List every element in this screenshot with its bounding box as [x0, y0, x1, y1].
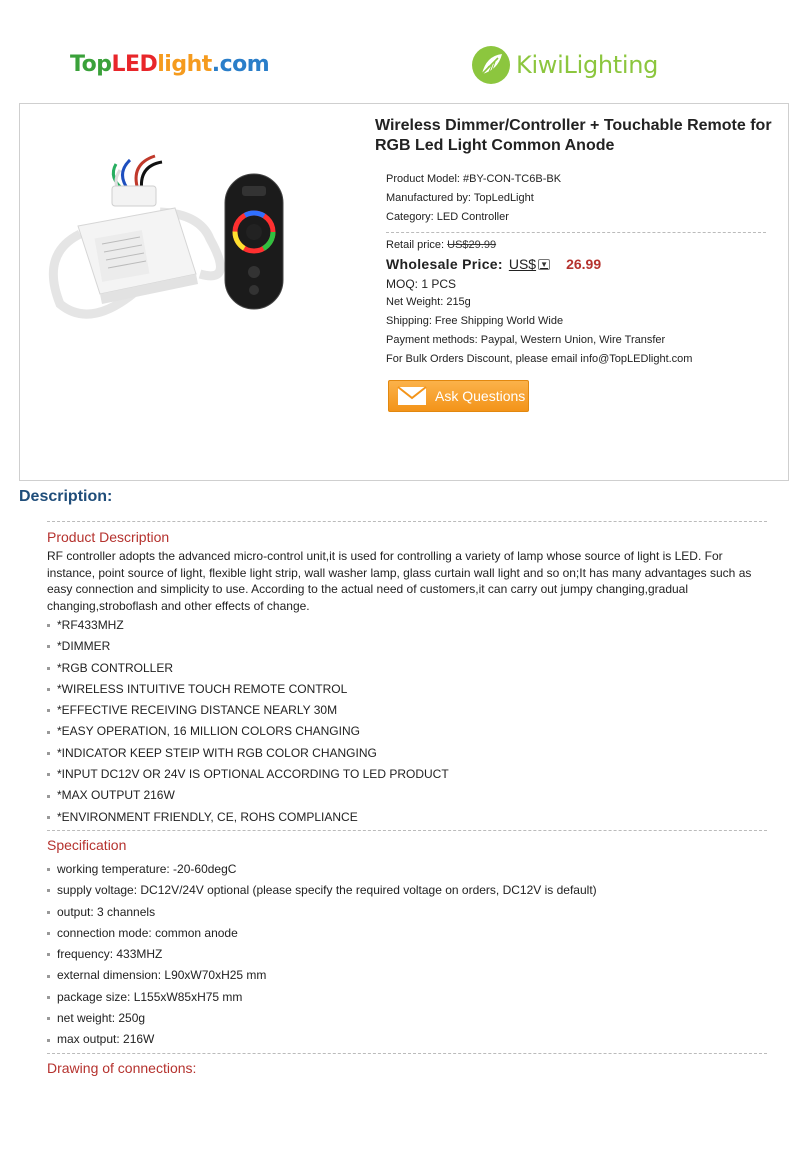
- list-item: [47, 615, 449, 636]
- shipping: Shipping: Free Shipping World Wide: [386, 315, 564, 327]
- topledlight-logo[interactable]: [70, 52, 269, 77]
- bullet-icon: [47, 868, 50, 871]
- bullet-icon: [47, 624, 50, 627]
- bullet-icon: [47, 975, 50, 978]
- spec-text: output: 3 channels: [57, 904, 156, 919]
- ask-questions-label: Ask Questions: [435, 388, 526, 404]
- specification-title: Specification: [47, 837, 127, 853]
- bullet-icon: [47, 645, 50, 648]
- spec-list: [47, 859, 597, 1051]
- retail-price-value: US$29.99: [447, 239, 497, 251]
- feature-text: *INDICATOR KEEP STEIP WITH RGB COLOR CHANGING: [57, 745, 377, 760]
- spec-text: external dimension: L90xW70xH25 mm: [57, 968, 267, 983]
- envelope-icon: [397, 386, 427, 406]
- kiwilighting-logo[interactable]: [470, 44, 658, 86]
- bullet-icon: [47, 688, 50, 691]
- bullet-icon: [47, 709, 50, 712]
- bullet-icon: [47, 816, 50, 819]
- feature-text: *ENVIRONMENT FRIENDLY, CE, ROHS COMPLIANCE: [57, 809, 358, 824]
- bullet-icon: [47, 795, 50, 798]
- list-item: [47, 944, 597, 965]
- kiwi-leaf-icon: [470, 44, 512, 86]
- drawing-of-connections-title: Drawing of connections:: [47, 1060, 197, 1076]
- product-description-text: RF controller adopts the advanced micro-control unit,it is used for controlling a variety of lamp whose source of light is LED. For instance, point source of light, flexible light strip, wall washer lamp, glass curtain wall light and so on;It has many advantages such as easy connection and simplicity to use. According to the actual need of customers,it can carry out jumpy changing,gradual changing,stroboflash and other effects of change.: [47, 549, 752, 613]
- specification-divider: [47, 830, 767, 831]
- bullet-icon: [47, 932, 50, 935]
- bullet-icon: [47, 996, 50, 999]
- feature-text: *EASY OPERATION, 16 MILLION COLORS CHANGING: [57, 724, 360, 739]
- bullet-icon: [47, 1017, 50, 1020]
- feature-text: *EFFECTIVE RECEIVING DISTANCE NEARLY 30M: [57, 703, 338, 718]
- spec-text: package size: L155xW85xH75 mm: [57, 989, 243, 1004]
- feature-text: *MAX OUTPUT 216W: [57, 788, 175, 803]
- retail-price-line: [386, 238, 785, 253]
- feature-text: *INPUT DC12V OR 24V IS OPTIONAL ACCORDING TO LED PRODUCT: [57, 767, 449, 782]
- description-divider: [47, 521, 767, 522]
- list-item: [47, 636, 449, 657]
- feature-list: [47, 615, 449, 828]
- logo-part-com: .com: [211, 52, 270, 77]
- list-item: [47, 902, 597, 923]
- list-item: [47, 658, 449, 679]
- wholesale-price-label: Wholesale Price:: [386, 256, 503, 272]
- wholesale-price-line: [386, 253, 785, 275]
- bullet-icon: [47, 731, 50, 734]
- logo-part-light: light: [157, 52, 212, 77]
- currency-select[interactable]: [509, 256, 550, 272]
- bullet-icon: [47, 773, 50, 776]
- category: Category: LED Controller: [386, 211, 509, 223]
- wholesale-price-value: 26.99: [566, 256, 602, 272]
- net-weight: Net Weight: 215g: [386, 296, 471, 308]
- bullet-icon: [47, 889, 50, 892]
- spec-text: connection mode: common anode: [57, 925, 238, 940]
- list-item: [47, 807, 449, 828]
- bullet-icon: [47, 752, 50, 755]
- retail-price-label: Retail price:: [386, 239, 448, 251]
- payment-methods: Payment methods: Paypal, Western Union, Wire Transfer: [386, 334, 666, 346]
- logo-part-top: Top: [70, 52, 112, 77]
- list-item: [47, 743, 449, 764]
- bullet-icon: [47, 667, 50, 670]
- product-box: [19, 103, 789, 481]
- feature-text: *RGB CONTROLLER: [57, 660, 174, 675]
- kiwilighting-logo-text: KiwiLighting: [516, 51, 659, 79]
- list-item: [47, 923, 597, 944]
- product-info: [375, 116, 785, 369]
- list-item: [47, 679, 449, 700]
- bullet-icon: [47, 953, 50, 956]
- bulk-orders: For Bulk Orders Discount, please email info@TopLEDlight.com: [386, 353, 693, 365]
- spec-text: max output: 216W: [57, 1032, 155, 1047]
- bullet-icon: [47, 1039, 50, 1042]
- list-item: [47, 965, 597, 986]
- bullet-icon: [47, 911, 50, 914]
- product-title: Wireless Dimmer/Controller + Touchable Remote for RGB Led Light Common Anode: [375, 117, 772, 154]
- drawing-divider: [47, 1053, 767, 1054]
- product-description-title: Product Description: [47, 529, 170, 545]
- feature-text: *DIMMER: [57, 639, 111, 654]
- list-item: [47, 764, 449, 785]
- logo-part-led: LED: [111, 52, 158, 77]
- moq: MOQ: 1 PCS: [386, 277, 457, 291]
- spec-text: working temperature: -20-60degC: [57, 862, 237, 876]
- spec-text: frequency: 433MHZ: [57, 947, 163, 962]
- spec-text: net weight: 250g: [57, 1011, 146, 1026]
- product-image[interactable]: [20, 104, 365, 404]
- list-item: [47, 721, 449, 742]
- list-item: [47, 987, 597, 1008]
- feature-text: *RF433MHZ: [57, 618, 124, 632]
- product-model: Product Model: #BY-CON-TC6B-BK: [386, 173, 562, 185]
- list-item: [47, 700, 449, 721]
- list-item: [47, 859, 597, 880]
- feature-text: *WIRELESS INTUITIVE TOUCH REMOTE CONTROL: [57, 681, 348, 696]
- manufacturer: Manufactured by: TopLedLight: [386, 192, 534, 204]
- list-item: [47, 1008, 597, 1029]
- description-heading: Description:: [19, 488, 113, 505]
- chevron-down-icon: ▼: [538, 259, 550, 270]
- info-divider: [386, 232, 766, 233]
- list-item: [47, 1029, 597, 1050]
- spec-text: supply voltage: DC12V/24V optional (please specify the required voltage on orders, DC12V is default): [57, 883, 597, 898]
- currency-value: US$: [508, 256, 537, 272]
- list-item: [47, 880, 597, 901]
- ask-questions-button[interactable]: [388, 380, 529, 412]
- list-item: [47, 785, 449, 806]
